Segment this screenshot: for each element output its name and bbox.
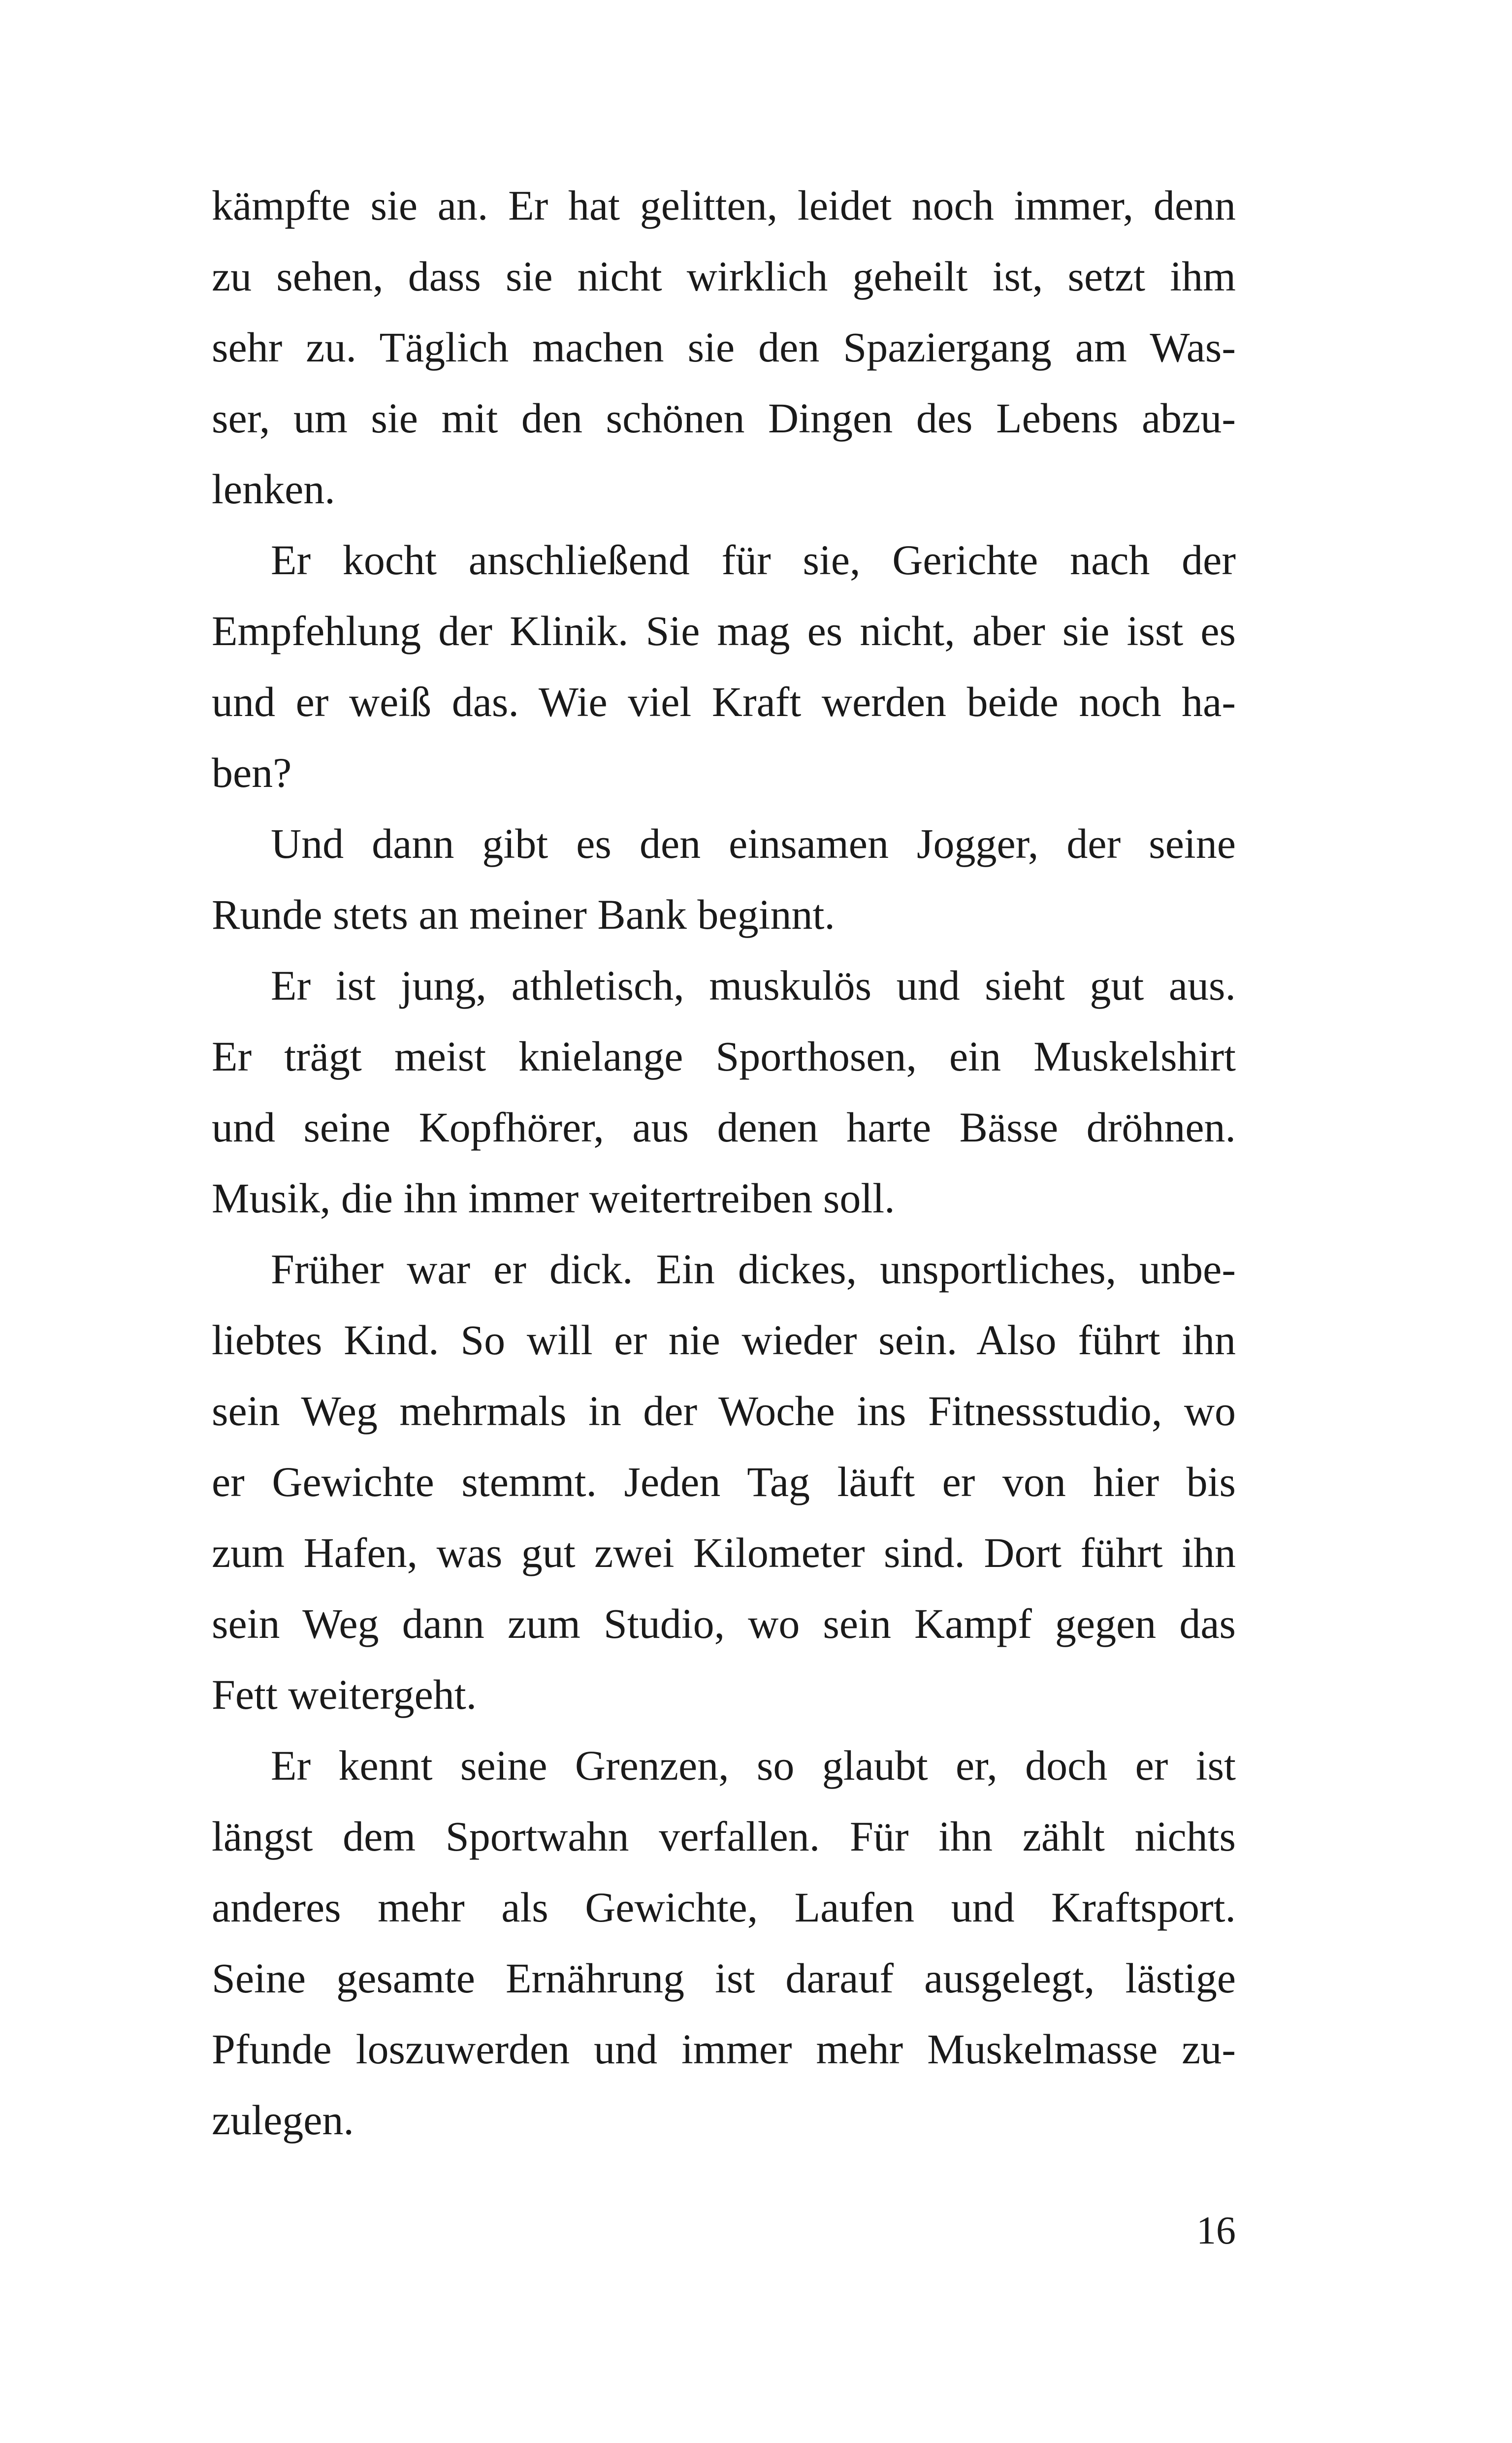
text-line: Er kennt seine Grenzen, so glaubt er, doch er ist bbox=[271, 1742, 1236, 1789]
text-line: Fett weitergeht. bbox=[212, 1671, 477, 1718]
text-line: zulegen. bbox=[212, 2096, 354, 2144]
text-line: ben? bbox=[212, 749, 292, 796]
text-line: Er trägt meist knielange Sporthosen, ein Muskelshirt bbox=[212, 1033, 1236, 1080]
text-line: sein Weg dann zum Studio, wo sein Kampf gegen das bbox=[212, 1600, 1236, 1647]
text-line: Empfehlung der Klinik. Sie mag es nicht, aber sie isst es bbox=[212, 607, 1236, 654]
text-line: kämpfte sie an. Er hat gelitten, leidet noch immer, denn bbox=[212, 182, 1236, 229]
text-line: Er kocht anschließend für sie, Gerichte nach der bbox=[271, 536, 1236, 584]
text-line: Pfunde loszuwerden und immer mehr Muskelmasse zu- bbox=[212, 2025, 1236, 2073]
text-line: und er weiß das. Wie viel Kraft werden beide noch ha- bbox=[212, 678, 1236, 725]
text-line: Er ist jung, athletisch, muskulös und sieht gut aus. bbox=[271, 962, 1236, 1009]
text-line: Musik, die ihn immer weitertreiben soll. bbox=[212, 1174, 895, 1222]
text-line: lenken. bbox=[212, 465, 335, 513]
text-line: Und dann gibt es den einsamen Jogger, der seine bbox=[271, 820, 1236, 867]
text-line: sehr zu. Täglich machen sie den Spaziergang am Was- bbox=[212, 324, 1236, 371]
text-line: Runde stets an meiner Bank beginnt. bbox=[212, 891, 835, 938]
text-line: und seine Kopfhörer, aus denen harte Bässe dröhnen. bbox=[212, 1104, 1236, 1151]
page-number: 16 bbox=[1196, 2209, 1236, 2252]
text-line: liebtes Kind. So will er nie wieder sein. Also führt ihn bbox=[212, 1316, 1236, 1364]
text-line: ser, um sie mit den schönen Dingen des Lebens abzu- bbox=[212, 394, 1236, 442]
text-line: er Gewichte stemmt. Jeden Tag läuft er von hier bis bbox=[212, 1458, 1236, 1505]
text-line: längst dem Sportwahn verfallen. Für ihn zählt nichts bbox=[212, 1813, 1236, 1860]
text-line: zum Hafen, was gut zwei Kilometer sind. Dort führt ihn bbox=[212, 1529, 1236, 1576]
text-line: sein Weg mehrmals in der Woche ins Fitnessstudio, wo bbox=[212, 1387, 1236, 1434]
text-line: Früher war er dick. Ein dickes, unsportliches, unbe- bbox=[271, 1245, 1236, 1293]
text-line: Seine gesamte Ernährung ist darauf ausgelegt, lästige bbox=[212, 1954, 1236, 2002]
text-line: anderes mehr als Gewichte, Laufen und Kraftsport. bbox=[212, 1884, 1236, 1931]
text-line: zu sehen, dass sie nicht wirklich geheilt ist, setzt ihm bbox=[212, 253, 1236, 300]
